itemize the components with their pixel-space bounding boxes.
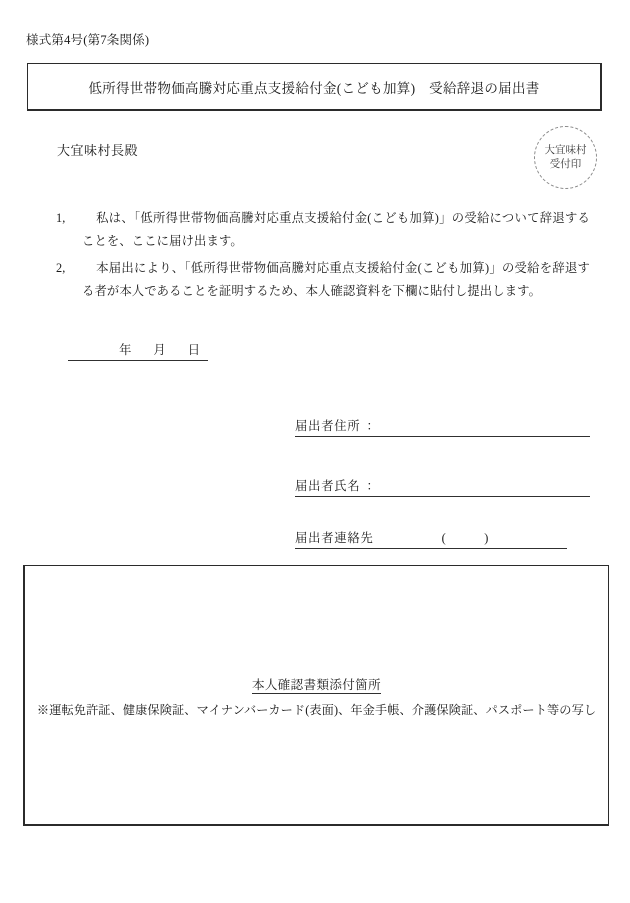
id-document-attachment-box[interactable] (23, 565, 609, 826)
submitter-address-colon: ： (361, 416, 383, 437)
title-box (27, 63, 602, 111)
submitter-contact-input-area-code[interactable] (446, 533, 484, 549)
submitter-address-row (295, 416, 590, 437)
contact-paren-close: ) (484, 531, 489, 549)
submitter-contact-row (295, 528, 567, 549)
date-day-unit: 日 (187, 343, 200, 357)
clause-item (56, 207, 590, 252)
attachment-heading-wrap (25, 675, 608, 693)
date-year-unit: 年 (119, 343, 132, 357)
contact-paren-open: ( (442, 531, 447, 549)
submitter-contact-input-suffix[interactable] (489, 533, 567, 549)
stamp-line-2: 受付印 (549, 157, 582, 170)
attachment-heading: 本人確認書類添付箇所 (251, 678, 381, 692)
clause-marker: 2, (56, 261, 66, 275)
clause-text-wrap (82, 207, 590, 252)
clause-text-wrap (82, 257, 590, 302)
submitter-contact-input-prefix[interactable] (374, 533, 442, 549)
submitter-contact-label: 届出者連絡先 (295, 528, 374, 549)
submitter-name-row (295, 476, 590, 497)
clause-marker: 1, (56, 211, 66, 225)
submitter-name-input[interactable] (383, 481, 590, 497)
submitter-address-input[interactable] (383, 421, 590, 437)
date-input-line[interactable] (68, 340, 208, 361)
submitter-name-label: 届出者氏名 (295, 476, 361, 497)
submitter-address-label: 届出者住所 (295, 416, 361, 437)
addressee-label: 大宜味村長殿 (57, 143, 139, 158)
form-title: 低所得世帯物価高騰対応重点支援給付金(こども加算) 受給辞退の届出書 (88, 80, 540, 96)
form-number-label: 様式第4号(第7条関係) (26, 33, 150, 47)
stamp-line-1: 大宜味村 (544, 144, 587, 157)
clause-text: 本届出により、「低所得世帯物価高騰対応重点支援給付金(こども加算)」の受給を辞退する者が本人であることを証明するため、本人確認資料を下欄に貼付し提出します。 (82, 261, 590, 298)
clause-text: 私は、「低所得世帯物価高騰対応重点支援給付金(こども加算)」の受給について辞退することを、ここに届け出ます。 (82, 211, 590, 248)
submitter-name-colon: ： (361, 476, 383, 497)
date-month-unit: 月 (153, 343, 166, 357)
receipt-stamp-circle (534, 126, 597, 189)
clause-item (56, 257, 590, 302)
attachment-note: ※運転免許証、健康保険証、マイナンバーカード(表面)、年金手帳、介護保険証、パスポート等の写し (36, 703, 597, 717)
